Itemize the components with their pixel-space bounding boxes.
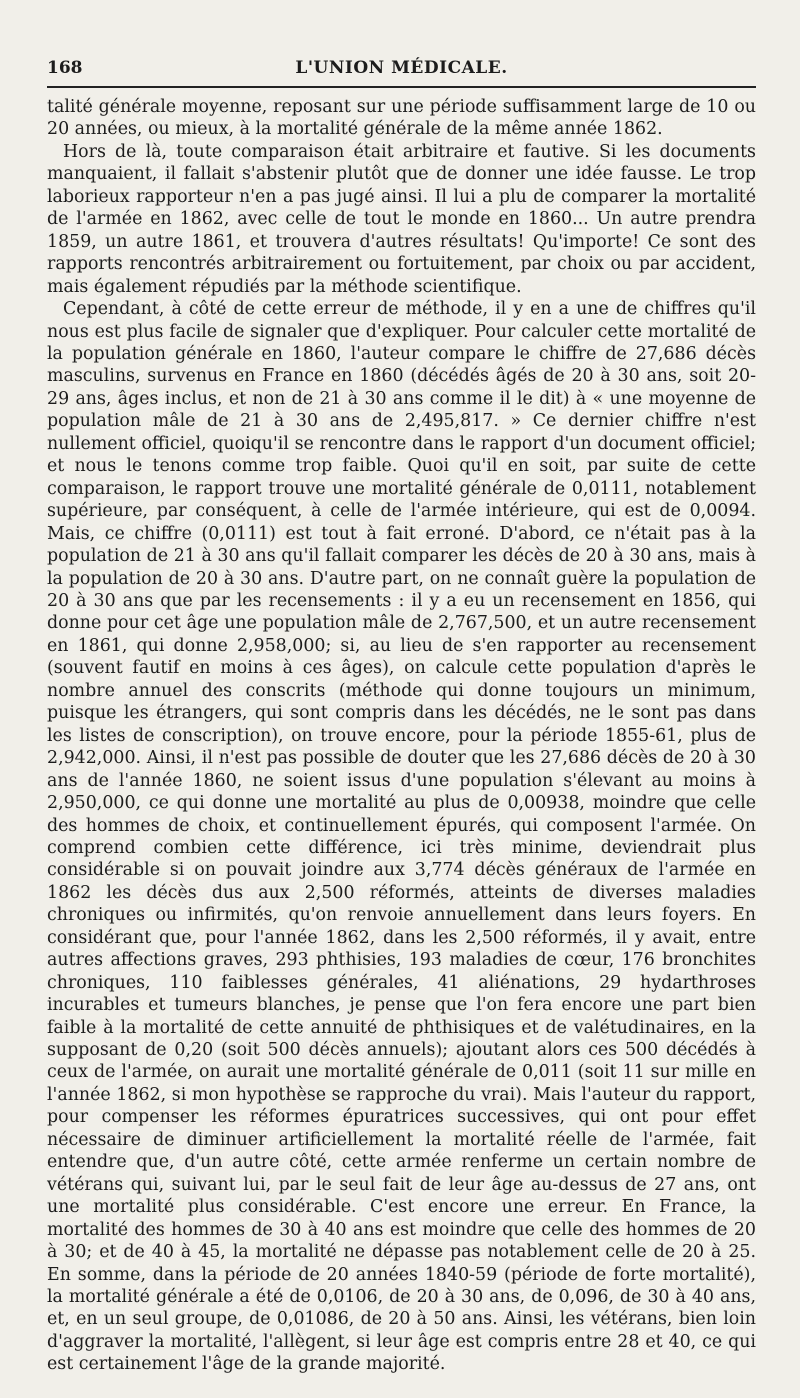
paragraph-critique: Hors de là, toute comparaison était arbitraire et fautive. Si les documents manquaient, il fallait s'abstenir plutôt que de donner une idée fausse. Le trop laborieux rapporteur n'en a pas jugé ainsi. Il lui a plu de comparer la mortalité de l'armée en 1862, avec celle de tout le monde en 1860... Un autre prendra 1859, un autre 1861, et trouvera d'autres résultats! Qu'importe! Ce sont des rapports rencontrés arbitrairement ou fortuitement, par choix ou par accident, mais également répudiés par la méthode scientifique.	[47, 141, 756, 297]
page-number: 168	[47, 58, 83, 78]
article-body	[47, 96, 756, 1376]
journal-title: L'UNION MÉDICALE.	[295, 58, 508, 78]
page-header	[47, 56, 756, 88]
paragraph-continuation: talité générale moyenne, reposant sur une période suffisamment large de 10 ou 20 années, ou mieux, à la mortalité générale de la même année 1862.	[47, 97, 756, 140]
paragraph-figures: Cependant, à côté de cette erreur de méthode, il y en a une de chiffres qu'il nous est plus facile de signaler que d'expliquer. Pour calculer cette mortalité de la population générale en 1860, l'auteur compare le chiffre de 27,686 décès masculins, survenus en France en 1860 (décédés âgés de 20 à 30 ans, soit 20-29 ans, âges inclus, et non de 21 à 30 ans comme il le dit) à « une moyenne de population mâle de 21 à 30 ans de 2,495,817. » Ce dernier chiffre n'est nullement officiel, quoiqu'il se rencontre dans le rapport d'un document officiel; et nous le tenons comme trop faible. Quoi qu'il en soit, par suite de cette comparaison, le rapport trouve une mortalité générale de 0,0111, notablement supérieure, par conséquent, à celle de l'armée intérieure, qui est de 0,0094. Mais, ce chiffre (0,0111) est tout à fait erroné. D'abord, ce n'était pas à la population de 21 à 30 ans qu'il fallait comparer les décès de 20 à 30 ans, mais à la population de 20 à 30 ans. D'autre part, on ne connaît guère la population de 20 à 30 ans que par les recensements : il y a eu un recensement en 1856, qui donne pour cet âge une population mâle de 2,767,500, et un autre recensement en 1861, qui donne 2,958,000; si, au lieu de s'en rapporter au recensement (souvent fautif en moins à ces âges), on calcule cette population d'après le nombre annuel des conscrits (méthode qui donne toujours un minimum, puisque les étrangers, qui sont compris dans les décédés, ne le sont pas dans les listes de conscription), on trouve encore, pour la période 1855-61, plus de 2,942,000. Ainsi, il n'est pas possible de douter que les 27,686 décès de 20 à 30 ans de l'année 1860, ne soient issus d'une population s'élevant au moins à 2,950,000, ce qui donne une mortalité au plus de 0,00938, moindre que celle des hommes de choix, et continuellement épurés, qui composent l'armée. On comprend combien cette différence, ici très minime, deviendrait plus considérable si on pouvait joindre aux 3,774 décès généraux de l'armée en 1862 les décès dus aux 2,500 réformés, atteints de diverses maladies chroniques ou infirmités, qu'on renvoie annuellement dans leurs foyers. En considérant que, pour l'année 1862, dans les 2,500 réformés, il y avait, entre autres affections graves, 293 phthisies, 193 maladies de cœur, 176 bronchites chroniques, 110 faiblesses générales, 41 aliénations, 29 hydarthroses incurables et tumeurs blanches, je pense que l'on fera encore une part bien faible à la mortalité de cette annuité de phthisiques et de valétudinaires, en la supposant de 0,20 (soit 500 décès annuels); ajoutant alors ces 500 décédés à ceux de l'armée, on aurait une mortalité générale de 0,011 (soit 11 sur mille en l'année 1862, si mon hypothèse se rapproche du vrai). Mais l'auteur du rapport, pour compenser les réformes épuratrices successives, qui ont pour effet nécessaire de diminuer artificiellement la mortalité réelle de l'armée, fait entendre que, d'un autre côté, cette armée renferme un certain nombre de vétérans qui, suivant lui, par le seul fait de leur âge au-dessus de 27 ans, ont une mortalité plus considérable. C'est encore une erreur. En France, la mortalité des hommes de 30 à 40 ans est moindre que celle des hommes de 20 à 30; et de 40 à 45, la mortalité ne dépasse pas notablement celle de 20 à 25. En somme, dans la période de 20 années 1840-59 (période de forte mortalité), la mortalité générale a été de 0,0106, de 20 à 30 ans, de 0,096, de 30 à 40 ans, et, en un seul groupe, de 0,01086, de 20 à 50 ans. Ainsi, les vétérans, bien loin d'aggraver la mortalité, l'allègent, si leur âge est compris entre 28 et 40, ce qui est certainement l'âge de la grande majorité.	[47, 299, 756, 1375]
